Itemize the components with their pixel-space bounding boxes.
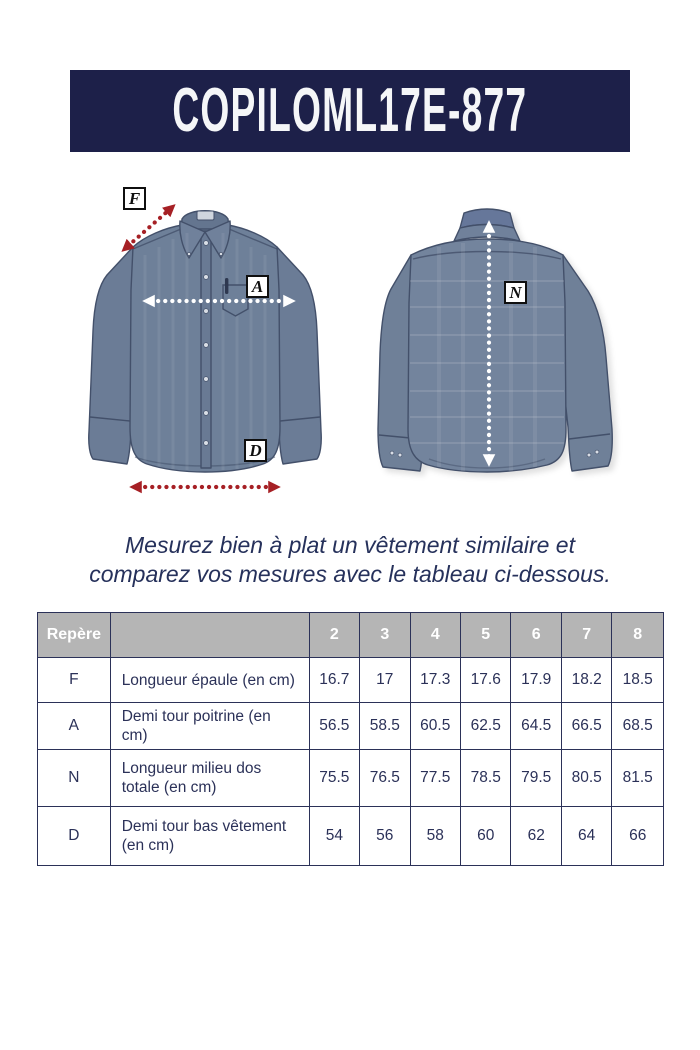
cell-value: 58 bbox=[410, 807, 460, 866]
row-label: Longueur milieu dos totale (en cm) bbox=[110, 750, 309, 807]
header-size-5: 5 bbox=[461, 613, 511, 658]
cell-value: 54 bbox=[309, 807, 359, 866]
measurement-diagram bbox=[0, 180, 700, 525]
shirt-front-illustration bbox=[85, 195, 325, 497]
label-f: F bbox=[128, 189, 141, 208]
cell-value: 17 bbox=[360, 658, 410, 703]
label-d: D bbox=[249, 441, 262, 460]
cell-value: 81.5 bbox=[612, 750, 664, 807]
table-header-row bbox=[38, 613, 664, 658]
cell-value: 56 bbox=[360, 807, 410, 866]
instruction-line-1: Mesurez bien à plat un vêtement similaire et bbox=[125, 532, 575, 558]
row-label: Demi tour poitrine (en cm) bbox=[110, 703, 309, 750]
row-code: A bbox=[38, 703, 111, 750]
cell-value: 79.5 bbox=[511, 750, 561, 807]
instruction-line-2: comparez vos mesures avec le tableau ci-dessous. bbox=[89, 561, 611, 587]
cell-value: 60 bbox=[461, 807, 511, 866]
cell-value: 66 bbox=[612, 807, 664, 866]
label-a: A bbox=[251, 277, 264, 296]
header-size-8: 8 bbox=[612, 613, 664, 658]
header-size-6: 6 bbox=[511, 613, 561, 658]
cell-value: 17.3 bbox=[410, 658, 460, 703]
row-label: Longueur épaule (en cm) bbox=[110, 658, 309, 703]
size-guide-table bbox=[37, 612, 664, 866]
label-f-box bbox=[123, 187, 146, 210]
header-size-7: 7 bbox=[561, 613, 611, 658]
header-size-3: 3 bbox=[360, 613, 410, 658]
cell-value: 62 bbox=[511, 807, 561, 866]
cell-value: 56.5 bbox=[309, 703, 359, 750]
cell-value: 62.5 bbox=[461, 703, 511, 750]
label-n-box bbox=[504, 281, 527, 304]
table-row bbox=[38, 750, 664, 807]
header-size-2: 2 bbox=[309, 613, 359, 658]
label-d-box bbox=[244, 439, 267, 462]
product-banner bbox=[70, 70, 630, 152]
row-code: F bbox=[38, 658, 111, 703]
header-repere: Repère bbox=[38, 613, 111, 658]
label-a-box bbox=[246, 275, 269, 298]
pocket-pen bbox=[225, 278, 228, 294]
cell-value: 17.9 bbox=[511, 658, 561, 703]
row-label: Demi tour bas vêtement (en cm) bbox=[110, 807, 309, 866]
row-code: D bbox=[38, 807, 111, 866]
cell-value: 18.2 bbox=[561, 658, 611, 703]
shirt-back-illustration bbox=[377, 203, 627, 475]
cell-value: 64 bbox=[561, 807, 611, 866]
cell-value: 58.5 bbox=[360, 703, 410, 750]
cell-value: 64.5 bbox=[511, 703, 561, 750]
table-row bbox=[38, 658, 664, 703]
header-size-4: 4 bbox=[410, 613, 460, 658]
label-n: N bbox=[509, 283, 522, 302]
cell-value: 66.5 bbox=[561, 703, 611, 750]
product-code: COPILOML17E-877 bbox=[172, 76, 528, 145]
table-row bbox=[38, 807, 664, 866]
cell-value: 60.5 bbox=[410, 703, 460, 750]
measure-instruction bbox=[0, 531, 700, 589]
cell-value: 18.5 bbox=[612, 658, 664, 703]
cell-value: 68.5 bbox=[612, 703, 664, 750]
cell-value: 77.5 bbox=[410, 750, 460, 807]
header-description bbox=[110, 613, 309, 658]
table-row bbox=[38, 703, 664, 750]
cell-value: 16.7 bbox=[309, 658, 359, 703]
cell-value: 78.5 bbox=[461, 750, 511, 807]
cell-value: 75.5 bbox=[309, 750, 359, 807]
cell-value: 80.5 bbox=[561, 750, 611, 807]
cell-value: 17.6 bbox=[461, 658, 511, 703]
cell-value: 76.5 bbox=[360, 750, 410, 807]
row-code: N bbox=[38, 750, 111, 807]
